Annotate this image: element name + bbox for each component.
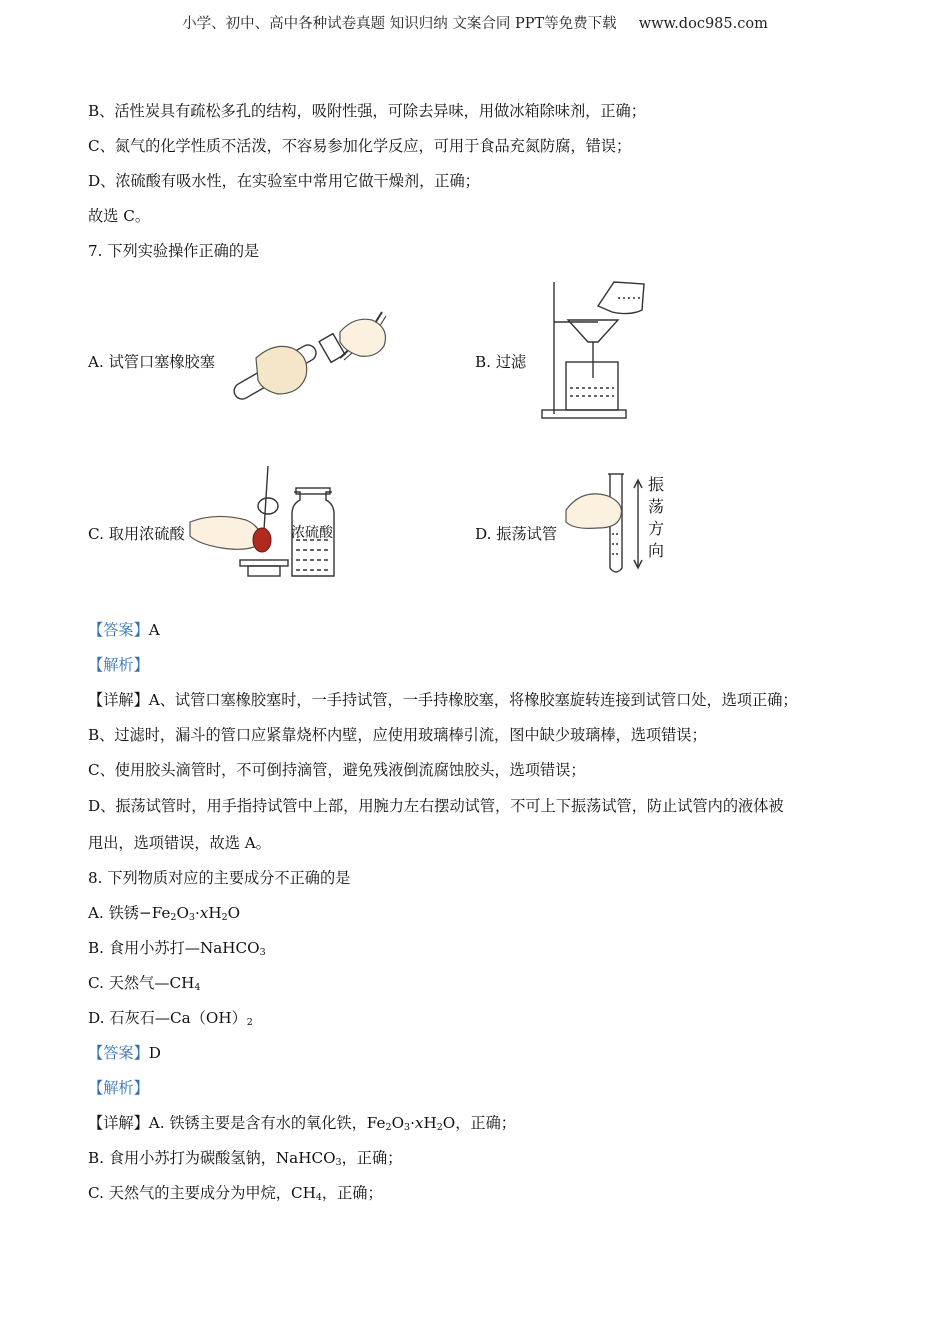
detail-text: A、试管口塞橡胶塞时，一手持试管，一手持橡胶塞，将橡胶塞旋转连接到试管口处，选项正确；: [148, 691, 798, 709]
direction-char: 方: [648, 519, 665, 538]
detail-text: C. 天然气的主要成分为甲烷，CH: [88, 1184, 316, 1202]
q7-option-d-label: D. 振荡试管: [475, 525, 558, 543]
bottle-label: 浓硫酸: [291, 525, 333, 541]
q8-answer: [88, 1043, 161, 1063]
detail-tag: 【详解】: [88, 691, 149, 709]
detail-text: B. 食用小苏打为碳酸氢钠，NaHCO: [88, 1149, 336, 1167]
detail-text: O，正确；: [442, 1114, 516, 1132]
answer-tag: 【答案】: [88, 621, 149, 639]
detail-text: ，正确；: [321, 1184, 383, 1202]
q7-detail-c: C、使用胶头滴管时，不可倒持滴管，避免残液倒流腐蚀胶头，选项错误；: [88, 761, 586, 779]
direction-char: 荡: [648, 497, 665, 516]
q7-option-a-label: A. 试管口塞橡胶塞: [88, 353, 215, 371]
q8-option-b: B. 食用小苏打—NaHCO$_3$: [88, 939, 266, 958]
q7-detail-a: [88, 690, 798, 710]
figure-filtration-setup: [538, 276, 650, 424]
q8-option-a: A. 铁锈$-Fe_2O_3\cdot xH_2O$: [88, 904, 241, 923]
q6-option-c-explanation: C、氮气的化学性质不活泼，不容易参加化学反应，可用于食品充氮防腐，错误；: [88, 137, 632, 155]
option-text: D. 石灰石—Ca（OH）: [88, 1009, 247, 1027]
detail-tag: 【详解】: [88, 1114, 149, 1132]
q6-conclusion: 故选 C。: [88, 207, 151, 225]
q6-option-d-explanation: D、浓硫酸有吸水性，在实验室中常用它做干燥剂，正确；: [88, 172, 480, 190]
header-site-link[interactable]: www.doc985.com: [638, 16, 768, 32]
direction-char: 振: [648, 475, 665, 494]
figure-dropper-acid-bottle: [188, 462, 340, 580]
q7-detail-b: B、过滤时，漏斗的管口应紧靠烧杯内壁，应使用玻璃棒引流，图中缺少玻璃棒，选项错误；: [88, 726, 707, 744]
option-text: B. 食用小苏打—NaHCO: [88, 939, 260, 957]
page-header: [0, 12, 950, 33]
q8-stem: 8. 下列物质对应的主要成分不正确的是: [88, 869, 351, 887]
q6-option-b-explanation: B、活性炭具有疏松多孔的结构，吸附性强，可除去异味，用做冰箱除味剂，正确；: [88, 102, 646, 120]
option-text: A. 铁锈: [88, 904, 139, 922]
header-promo-text: 小学、初中、高中各种试卷真题 知识归纳 文案合同 PPT等免费下载: [182, 16, 617, 32]
option-text: C. 天然气—CH: [88, 974, 195, 992]
direction-label: [648, 474, 668, 562]
answer-value: A: [148, 621, 160, 639]
q7-stem: 7. 下列实验操作正确的是: [88, 242, 260, 260]
q7-answer: [88, 620, 160, 640]
answer-value: D: [148, 1044, 161, 1062]
q7-detail-d-line2: 甩出，选项错误，故选 A。: [88, 834, 271, 852]
q7-option-b-label: B. 过滤: [475, 353, 527, 371]
detail-text: ，正确；: [341, 1149, 403, 1167]
q8-option-c: C. 天然气$—CH_4$: [88, 974, 201, 993]
q7-option-c-label: C. 取用浓硫酸: [88, 525, 185, 543]
q7-detail-d-line1: D、振荡试管时，用手指持试管中上部，用腕力左右摆动试管，不可上下振荡试管，防止试管内的液体被: [88, 797, 784, 815]
figure-stopper-into-tube: [222, 298, 394, 408]
q7-analysis-tag: 【解析】: [88, 656, 149, 674]
q8-detail-c: C. 天然气的主要成分为甲烷，$CH_4$，正确；: [88, 1184, 383, 1203]
q8-analysis-tag: 【解析】: [88, 1079, 149, 1097]
q8-detail-a: 【详解】A. 铁锈主要是含有水的氧化铁，$Fe_2O_3\cdot xH_2O$，正确；: [88, 1114, 516, 1133]
figure-shake-tube: [564, 470, 676, 578]
detail-text: A. 铁锈主要是含有水的氧化铁，Fe: [148, 1114, 386, 1132]
q8-detail-b: B. 食用小苏打为碳酸氢钠，NaHCO$_3$，正确；: [88, 1149, 403, 1168]
q8-option-d: D. 石灰石$—Ca(OH)_2$: [88, 1009, 253, 1028]
answer-tag: 【答案】: [88, 1044, 149, 1062]
direction-char: 向: [648, 541, 665, 560]
